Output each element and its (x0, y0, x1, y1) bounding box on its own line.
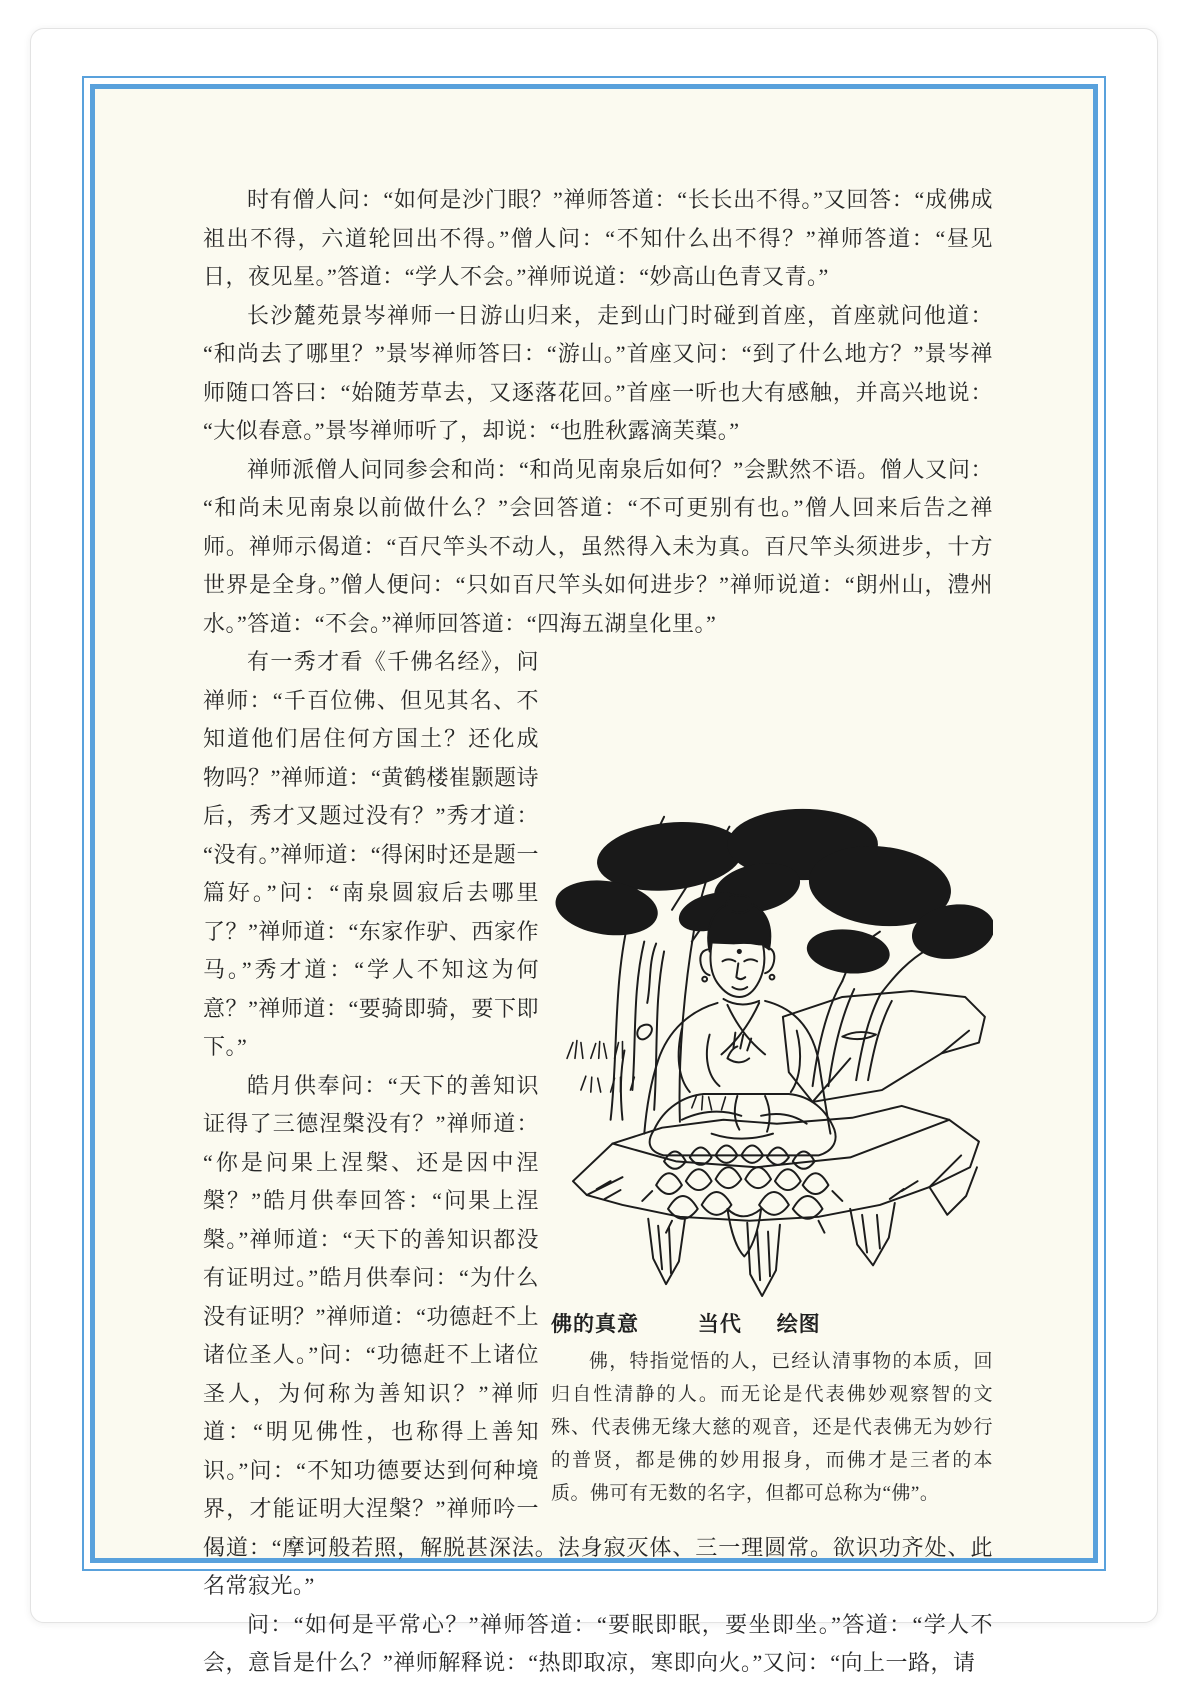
body-paragraph: 时有僧人问：“如何是沙门眼？”禅师答道：“长长出不得。”又回答：“成佛成祖出不得，六道轮回出不得。”僧人问：“不知什么出不得？”禅师答道：“昼见日，夜见星。”答道：“学人不会。”禅师说道：“妙高山色青又青。” (203, 187, 993, 289)
body-paragraph: 长沙麓苑景岑禅师一日游山归来，走到山门时碰到首座，首座就问他道：“和尚去了哪里？”景岑禅师答曰：“游山。”首座又问：“到了什么地方？”景岑禅师随口答曰：“始随芳草去，又逐落花回。”首座一听也大有感触，并高兴地说：“大似春意。”景岑禅师听了，却说：“也胜秋露滴芙蕖。” (203, 302, 993, 443)
figure-caption-title: 佛的真意 (551, 1313, 639, 1336)
figure-caption (551, 1306, 993, 1345)
buddha-figure (551, 793, 993, 1510)
page-content (95, 89, 1093, 1675)
grass (567, 1041, 725, 1110)
figure-caption-credit-name: 绘图 (776, 1313, 821, 1336)
figure-caption-credit-role: 当代 (697, 1313, 742, 1336)
rock-platform (573, 1106, 979, 1296)
body-paragraph: 问：“如何是平常心？”禅师答道：“要眠即眠，要坐即坐。”答道：“学人不会，意旨是什么？”禅师解释说：“热即取凉，寒即向火。”又问：“向上一路，请 (203, 1611, 993, 1675)
decorative-frame-inner (90, 84, 1098, 1675)
buddha-illustration (551, 793, 993, 1298)
body-paragraph: 禅师派僧人问同参会和尚：“和尚见南泉后如何？”会默然不语。僧人又问：“和尚未见南泉以前做什么？”会回答道：“不可更别有也。”僧人回来后告之禅师。禅师示偈道：“百尺竿头不动人，虽然得入未为真。百尺竿头须进步，十方世界是全身。”僧人便问：“只如百尺竿头如何进步？”禅师说道：“朗州山，澧州水。”答道：“不会。”禅师回答道：“四海五湖皇化里。” (203, 456, 993, 636)
page-sheet (30, 28, 1158, 1675)
body-paragraph: 皓月供奉问：“天下的善知识证得了三德涅槃没有？”禅师道：“你是问果上涅槃、还是因中涅槃？”皓月供奉回答：“问果上涅槃。”禅师道：“天下的善知识都没有证明过。”皓月供奉问：“为什么没有证明？”禅师道：“功德赶不上诸位圣人。”问：“功德赶不上诸位圣人，为何称为善知识？”禅师道：“明见佛性，也称得上善知识。”问：“不知功德要达到何种境界，才能证明大涅槃？”禅师吟一偈道：“摩诃般若照，解脱甚深法。法身寂灭体、三一理圆常。欲识功齐处、此名常寂光。” (203, 1072, 993, 1598)
figure-note: 佛，特指觉悟的人，已经认清事物的本质，回归自性清静的人。而无论是代表佛妙观察智的文殊、代表佛无缘大慈的观音，还是代表佛无为妙行的普贤，都是佛的妙用报身，而佛才是三者的本质。佛可有无数的名字，但都可总称为“佛”。 (551, 1350, 993, 1504)
buddha (644, 895, 835, 1155)
body-paragraph: 有一秀才看《千佛名经》，问禅师：“千百位佛、但见其名、不知道他们居住何方国土？还化成物吗？”禅师道：“黄鹤楼崔颢题诗后，秀才又题过没有？”秀才道：“没有。”禅师道：“得闲时还是题一篇好。”问：“南泉圆寂后去哪里了？”禅师道：“东家作驴、西家作马。”秀才道：“学人不知这为何意？”禅师道：“要骑即骑，要下即下。” (203, 649, 539, 1059)
